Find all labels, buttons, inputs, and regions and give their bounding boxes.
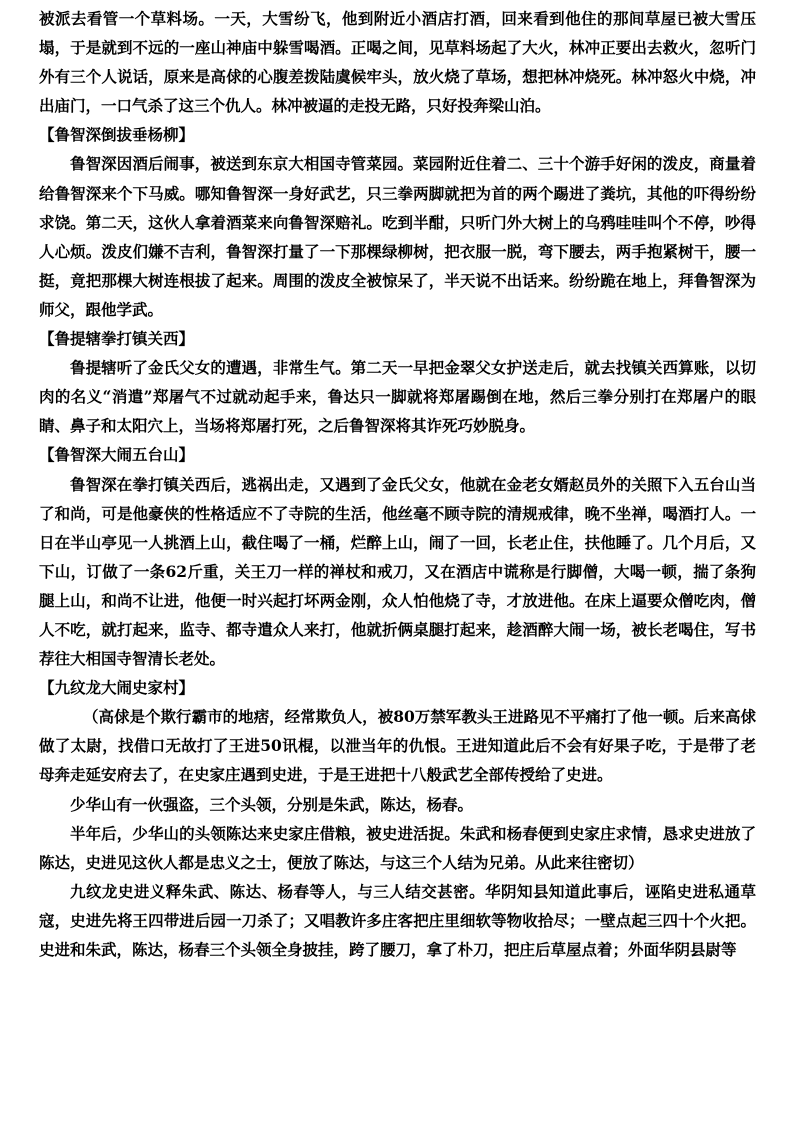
- paragraph-lu-zhishen-wutaishan: 鲁智深在拳打镇关西后，逃祸出走，又遇到了金氏父女，他就在金老女婿赵员外的关照下入五台山当了和尚，可是他豪侠的性格适应不了寺院的生活，他丝毫不顾寺院的清规戒律，晚不坐禅，喝酒打人。一日在半山亭见一人挑酒上山，截住喝了一桶，烂醉上山，闹了一回，长老止住，扶他睡了。几个月后，又下山，订做了一条62斤重，关王刀一样的禅杖和戒刀，又在酒店中谎称是行脚僧，大喝一顿，揣了条狗腿上山，和尚不让进，他便一时兴起打坏两金刚，众人怕他烧了寺，才放进他。在床上逼要众僧吃肉，僧人不吃，就打起来，监寺、都寺遣众人来打，他就折俩桌腿打起来，趁酒醉大闹一场，被长老喝住，写书荐往大相国寺智清长老处。: [39, 474, 756, 669]
- paragraph-lu-zhishen-willow: 鲁智深因酒后闹事，被送到东京大相国寺管菜园。菜园附近住着二、三十个游手好闲的泼皮，商量着给鲁智深来个下马威。哪知鲁智深一身好武艺，只三拳两脚就把为首的两个踢进了粪坑，其他的吓得纷纷求饶。第二天，这伙人拿着酒菜来向鲁智深赔礼。吃到半酣，只听门外大树上的乌鸦哇哇叫个不停，吵得人心烦。泼皮们嫌不吉利，鲁智深打量了一下那棵绿柳树，把衣服一脱，弯下腰去，两手抱紧树干，腰一挺，竟把那棵大树连根拔了起来。周围的泼皮全被惊呆了，半天说不出话来。纷纷跪在地上，拜鲁智深为师父，跟他学武。: [39, 154, 756, 319]
- section-heading-lu-zhishen-willow: 【鲁智深倒拔垂杨柳】: [39, 125, 195, 145]
- paragraph-lu-tixia-zhenguanxi: 鲁提辖听了金氏父女的遭遇，非常生气。第二天一早把金翠父女护送走后，就去找镇关西算账，以切肉的名义“消遣”郑屠气不过就动起手来，鲁达只一脚就将郑屠踢倒在地，然后三拳分别打在郑屠户的眼睛、鼻子和太阳穴上，当场将郑屠打死，之后鲁智深将其诈死巧妙脱身。: [39, 358, 756, 436]
- paragraph-gao-qiu-background: （高俅是个欺行霸市的地痞，经常欺负人，被80万禁军教头王进路见不平痛打了他一顿。后来高俅做了太尉，找借口无故打了王进50讯棍，以泄当年的仇恨。王进知道此后不会有好果子吃，于是带了老母奔走延安府去了，在史家庄遇到史进，于是王进把十八般武艺全部传授给了史进。: [39, 707, 756, 785]
- paragraph-chen-da-captured: 半年后，少华山的头领陈达来史家庄借粮，被史进活捉。朱武和杨春便到史家庄求情，恳求史进放了陈达，史进见这伙人都是忠义之士，便放了陈达，与这三个人结为兄弟。从此来往密切）: [39, 823, 756, 872]
- section-heading-lu-zhishen-wutaishan: 【鲁智深大闹五台山】: [39, 445, 195, 465]
- intro-paragraph: 被派去看管一个草料场。一天，大雪纷飞，他到附近小酒店打酒，回来看到他住的那间草屋已被大雪压塌，于是就到不远的一座山神庙中躲雪喝酒。正喝之间，见草料场起了大火，林冲正要出去救火，忽听门外有三个人说话，原来是高俅的心腹差拨陆虞候牢头，放火烧了草场，想把林冲烧死。林冲怒火中烧，冲出庙门，一口气杀了这三个仇人。林冲被逼的走投无路，只好投奔梁山泊。: [39, 9, 756, 116]
- section-heading-jiuwenlong-shijiacun: 【九纹龙大闹史家村】: [39, 678, 195, 698]
- section-heading-lu-tixia-zhenguanxi: 【鲁提辖拳打镇关西】: [39, 329, 195, 349]
- paragraph-shi-jin-escape: 九纹龙史进义释朱武、陈达、杨春等人，与三人结交甚密。华阴知县知道此事后，诬陷史进私通草寇，史进先将王四带进后园一刀杀了；又唱教许多庄客把庄里细软等物收拾尽；一壁点起三四十个火把。史进和朱武，陈达，杨春三个头领全身披挂，跨了腰刀，拿了朴刀，把庄后草屋点着；外面华阴县尉等: [39, 881, 756, 959]
- paragraph-shaohuashan-bandits: 少华山有一伙强盗，三个头领，分别是朱武，陈达，杨春。: [70, 794, 474, 814]
